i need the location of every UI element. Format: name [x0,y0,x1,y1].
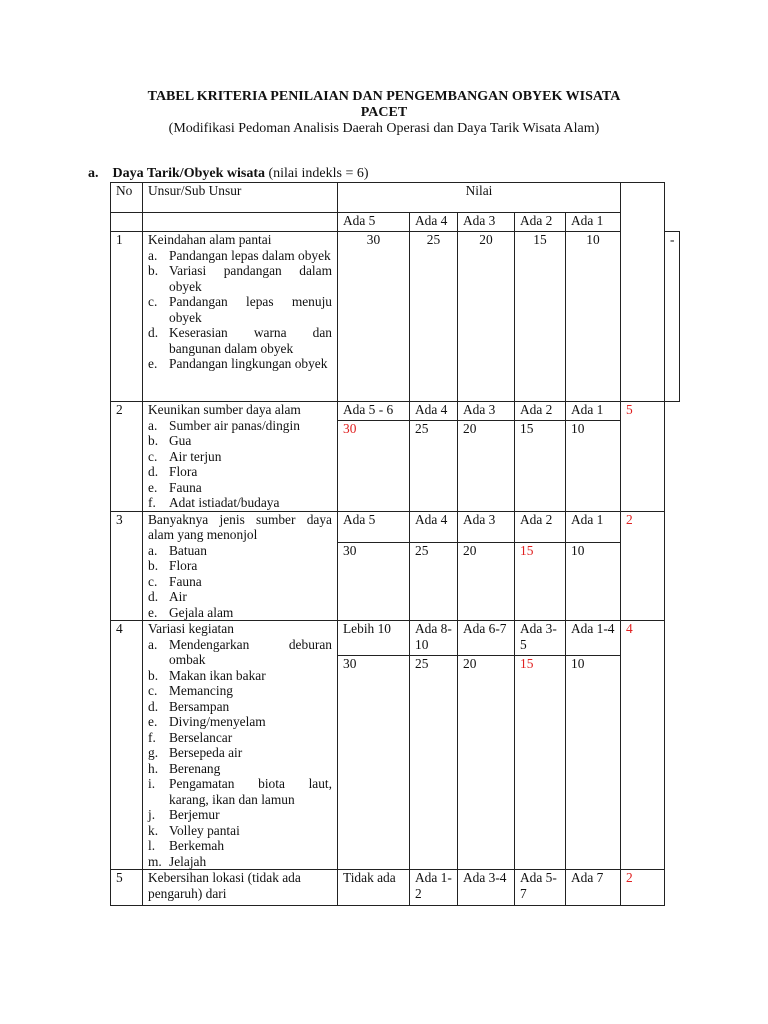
table-row [111,511,680,542]
list-item: e. Pandangan lingkungan obyek [148,356,328,371]
row-2-no: 2 [111,402,143,512]
row-4-scale-1: Lebih 10 [338,621,410,656]
row-2-value-1: 30 [338,421,410,511]
header-unsur-blank [143,213,338,232]
list-item: l. Berkemah [148,838,225,853]
list-item: a. Batuan [148,542,207,558]
row-4-scale-3: Ada 6-7 [458,621,515,656]
list-item: b. Variasi pandangan dalam obyek [148,263,332,294]
list-item: d. Bersampan [148,698,230,714]
row-4-no: 4 [111,621,143,870]
row-4-scale-2: Ada 8-10 [410,621,458,656]
list-item: c. Pandangan lepas menuju obyek [148,294,332,325]
row-2-scale-5: Ada 1 [566,402,621,421]
list-item: m. Jelajah [148,853,207,869]
scale-1-1: Ada 5 [338,213,410,232]
row-2-value-2: 25 [410,421,458,511]
row-4-value-4: 15 [515,655,566,869]
row-5-scale-5: Ada 7 [566,870,621,906]
row-3-value-1: 30 [338,542,410,620]
header-unsur: Unsur/Sub Unsur [143,183,338,213]
list-item: e. Gejala alam [148,604,234,620]
list-item: j. Berjemur [148,807,220,822]
row-2-result: 5 [621,402,665,512]
header-nilai: Nilai [338,183,621,213]
row-2-scale-3: Ada 3 [458,402,515,421]
row-1-result: - [665,232,680,402]
row-5-result: 2 [621,870,665,906]
row-5-unsur [143,870,338,906]
document-title-line1: TABEL KRITERIA PENILAIAN DAN PENGEMBANGAN OBYEK WISATA [147,89,621,104]
list-item: i. Pengamatan biota laut, karang, ikan dan lamun [148,776,332,807]
row-3-no: 3 [111,511,143,621]
row-5-title: Kebersihan lokasi (tidak ada pengaruh) dari [148,870,301,901]
row-1-title: Keindahan alam pantai [148,232,272,247]
row-3-result: 2 [621,511,665,621]
row-5-scale-1: Tidak ada [338,870,410,906]
row-4-unsur [143,621,338,870]
list-item: k. Volley pantai [148,822,240,838]
row-3-unsur [143,511,338,621]
section-label: a. [88,166,99,181]
row-4-scale-4: Ada 3-5 [515,621,566,656]
row-4-value-5: 10 [566,655,621,869]
list-item: b. Gua [148,433,192,448]
document-title-line2: PACET [360,105,408,120]
criteria-table [110,182,680,906]
row-2-value-3: 20 [458,421,515,511]
list-item: b. Flora [148,558,198,573]
list-item: f. Berselancar [148,729,233,745]
row-3-value-2: 25 [410,542,458,620]
row-2-scale-2: Ada 4 [410,402,458,421]
row-1-value-4: 15 [515,232,566,402]
list-item: a. Pandangan lepas dalam obyek [148,247,331,263]
section-title: Daya Tarik/Obyek wisata [112,166,265,181]
row-2-value-4: 15 [515,421,566,511]
list-item: e. Fauna [148,479,202,495]
row-3-scale-2: Ada 4 [410,511,458,542]
list-item: g. Bersepeda air [148,745,243,760]
scale-1-2: Ada 4 [410,213,458,232]
header-no: No [111,183,143,213]
row-4-value-3: 20 [458,655,515,869]
row-1-value-3: 20 [458,232,515,402]
row-4-result: 4 [621,621,665,870]
list-item: d. Keserasian warna dan bangunan dalam obyek [148,325,332,356]
section-heading [88,166,369,182]
section-note: (nilai indekls = 6) [268,166,369,181]
document-subtitle: (Modifikasi Pedoman Analisis Daerah Operasi dan Daya Tarik Wisata Alam) [168,121,600,136]
row-4-value-1: 30 [338,655,410,869]
row-4-scale-5: Ada 1-4 [566,621,621,656]
row-1-value-2: 25 [410,232,458,402]
header-no-blank [111,213,143,232]
row-1-value-1: 30 [338,232,410,402]
row-5-no: 5 [111,870,143,906]
row-5-scale-4: Ada 5-7 [515,870,566,906]
row-3-scale-5: Ada 1 [566,511,621,542]
list-item: h. Berenang [148,760,221,776]
list-item: b. Makan ikan bakar [148,667,266,683]
row-2-title: Keunikan sumber daya alam [148,402,301,417]
row-2-scale-1: Ada 5 - 6 [338,402,410,421]
list-item: a. Mendengarkan deburan ombak [148,636,332,667]
row-3-title: Banyaknya jenis sumber daya alam yang menonjol [148,511,332,542]
row-1-value-5: 10 [566,232,621,402]
row-3-scale-4: Ada 2 [515,511,566,542]
table-row [111,402,680,421]
row-1-unsur [143,232,338,402]
row-3-scale-3: Ada 3 [458,511,515,542]
list-item: c. Air terjun [148,448,222,464]
table-row [111,870,680,906]
scale-row-1 [111,213,680,232]
scale-1-3: Ada 3 [458,213,515,232]
row-2-unsur [143,402,338,512]
row-3-scale-1: Ada 5 [338,511,410,542]
list-item: d. Air [148,589,187,604]
row-2-value-5: 10 [566,421,621,511]
row-3-value-3: 20 [458,542,515,620]
row-5-scale-2: Ada 1-2 [410,870,458,906]
row-3-value-5: 10 [566,542,621,620]
list-item: f. Adat istiadat/budaya [148,495,280,510]
list-item: d. Flora [148,464,198,479]
list-item: c. Fauna [148,573,202,589]
list-item: e. Diving/menyelam [148,714,266,729]
table-row [111,232,680,402]
list-item: c. Memancing [148,683,233,698]
list-item: a. Sumber air panas/dingin [148,417,300,433]
row-1-no: 1 [111,232,143,402]
row-2-scale-4: Ada 2 [515,402,566,421]
scale-1-4: Ada 2 [515,213,566,232]
row-4-title: Variasi kegiatan [148,621,234,636]
header-result-cell [621,183,665,402]
table-row [111,621,680,656]
row-3-value-4: 15 [515,542,566,620]
row-4-value-2: 25 [410,655,458,869]
table-header-row [111,183,680,213]
scale-1-5: Ada 1 [566,213,621,232]
row-5-scale-3: Ada 3-4 [458,870,515,906]
